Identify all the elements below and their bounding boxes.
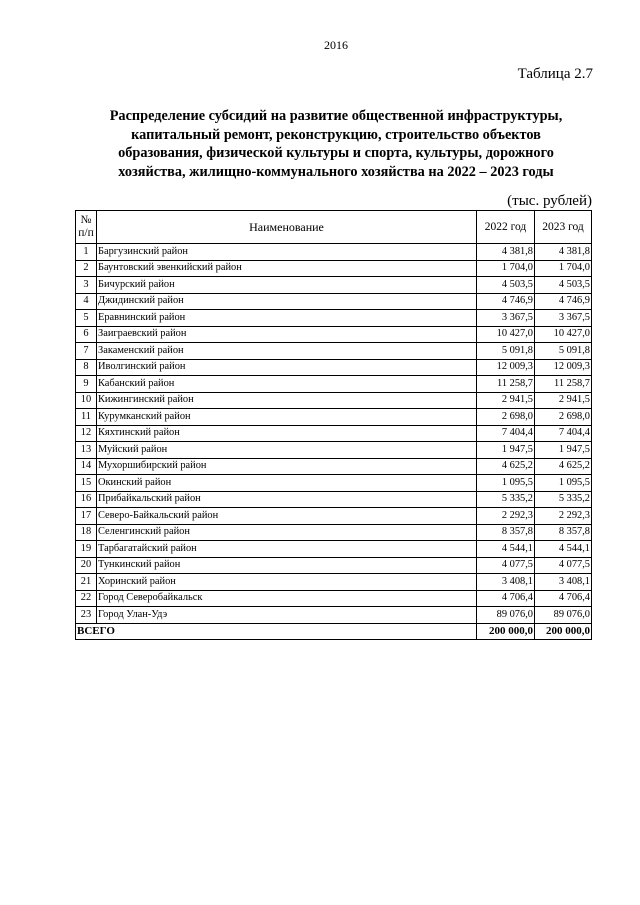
row-name: Иволгинский район bbox=[97, 359, 477, 376]
row-value-2022: 4 381,8 bbox=[477, 244, 535, 261]
row-value-2023: 1 947,5 bbox=[535, 442, 592, 459]
row-value-2023: 5 091,8 bbox=[535, 343, 592, 360]
row-value-2023: 1 095,5 bbox=[535, 475, 592, 492]
total-label: ВСЕГО bbox=[76, 623, 477, 640]
row-number: 11 bbox=[76, 409, 97, 426]
row-value-2022: 7 404,4 bbox=[477, 425, 535, 442]
row-value-2022: 4 706,4 bbox=[477, 590, 535, 607]
header-num-abbr: п/п bbox=[78, 227, 94, 239]
row-number: 14 bbox=[76, 458, 97, 475]
row-name: Кяхтинский район bbox=[97, 425, 477, 442]
row-number: 17 bbox=[76, 508, 97, 525]
row-name: Кабанский район bbox=[97, 376, 477, 393]
table-row bbox=[76, 409, 592, 426]
document-title bbox=[88, 107, 584, 181]
row-value-2022: 4 503,5 bbox=[477, 277, 535, 294]
row-value-2023: 4 625,2 bbox=[535, 458, 592, 475]
row-name: Баргузинский район bbox=[97, 244, 477, 261]
row-number: 1 bbox=[76, 244, 97, 261]
header-2022: 2022 год bbox=[477, 211, 535, 244]
row-value-2023: 4 381,8 bbox=[535, 244, 592, 261]
title-line: хозяйства, жилищно-коммунального хозяйства на 2022 – 2023 годы bbox=[118, 163, 554, 180]
table-row bbox=[76, 590, 592, 607]
row-value-2023: 4 706,4 bbox=[535, 590, 592, 607]
row-number: 3 bbox=[76, 277, 97, 294]
header-num-symbol: № bbox=[80, 214, 92, 226]
header-name: Наименование bbox=[97, 211, 477, 244]
row-number: 7 bbox=[76, 343, 97, 360]
row-value-2022: 4 544,1 bbox=[477, 541, 535, 558]
row-number: 15 bbox=[76, 475, 97, 492]
units-label: (тыс. рублей) bbox=[507, 193, 592, 209]
row-value-2022: 11 258,7 bbox=[477, 376, 535, 393]
row-name: Бичурский район bbox=[97, 277, 477, 294]
row-value-2022: 5 091,8 bbox=[477, 343, 535, 360]
total-row bbox=[76, 623, 592, 640]
row-value-2022: 5 335,2 bbox=[477, 491, 535, 508]
table-header-row bbox=[76, 211, 592, 244]
row-number: 9 bbox=[76, 376, 97, 393]
row-name: Тарбагатайский район bbox=[97, 541, 477, 558]
row-value-2022: 1 704,0 bbox=[477, 260, 535, 277]
row-name: Окинский район bbox=[97, 475, 477, 492]
row-number: 18 bbox=[76, 524, 97, 541]
title-line: Распределение субсидий на развитие общественной инфраструктуры, bbox=[109, 108, 563, 124]
row-number: 8 bbox=[76, 359, 97, 376]
row-name: Тункинский район bbox=[97, 557, 477, 574]
row-value-2022: 3 367,5 bbox=[477, 310, 535, 327]
row-name: Северо-Байкальский район bbox=[97, 508, 477, 525]
row-number: 13 bbox=[76, 442, 97, 459]
row-name: Закаменский район bbox=[97, 343, 477, 360]
row-value-2023: 4 544,1 bbox=[535, 541, 592, 558]
table-row bbox=[76, 392, 592, 409]
total-2022: 200 000,0 bbox=[477, 623, 535, 640]
page-number: 2016 bbox=[324, 38, 348, 52]
header-num bbox=[76, 211, 97, 244]
row-name: Кижингинский район bbox=[97, 392, 477, 409]
row-value-2022: 3 408,1 bbox=[477, 574, 535, 591]
row-number: 2 bbox=[76, 260, 97, 277]
row-number: 10 bbox=[76, 392, 97, 409]
row-number: 6 bbox=[76, 326, 97, 343]
title-line: капитальный ремонт, реконструкцию, строительство объектов bbox=[131, 126, 541, 143]
table-row bbox=[76, 244, 592, 261]
row-name: Город Северобайкальск bbox=[97, 590, 477, 607]
table-row bbox=[76, 293, 592, 310]
table-row bbox=[76, 376, 592, 393]
row-name: Хоринский район bbox=[97, 574, 477, 591]
row-value-2022: 1 095,5 bbox=[477, 475, 535, 492]
row-value-2022: 4 625,2 bbox=[477, 458, 535, 475]
row-value-2023: 12 009,3 bbox=[535, 359, 592, 376]
row-number: 23 bbox=[76, 607, 97, 624]
row-name: Мухоршибирский район bbox=[97, 458, 477, 475]
row-number: 5 bbox=[76, 310, 97, 327]
row-value-2023: 1 704,0 bbox=[535, 260, 592, 277]
row-value-2023: 3 408,1 bbox=[535, 574, 592, 591]
table-row bbox=[76, 359, 592, 376]
row-value-2023: 3 367,5 bbox=[535, 310, 592, 327]
table-row bbox=[76, 491, 592, 508]
table-row bbox=[76, 425, 592, 442]
table-body bbox=[76, 244, 592, 624]
table-row bbox=[76, 524, 592, 541]
table-row bbox=[76, 277, 592, 294]
row-value-2023: 10 427,0 bbox=[535, 326, 592, 343]
header-2023: 2023 год bbox=[535, 211, 592, 244]
table-row bbox=[76, 508, 592, 525]
row-value-2023: 8 357,8 bbox=[535, 524, 592, 541]
row-number: 12 bbox=[76, 425, 97, 442]
row-name: Город Улан-Удэ bbox=[97, 607, 477, 624]
row-value-2022: 4 746,9 bbox=[477, 293, 535, 310]
row-value-2023: 4 746,9 bbox=[535, 293, 592, 310]
row-value-2023: 89 076,0 bbox=[535, 607, 592, 624]
row-name: Курумканский район bbox=[97, 409, 477, 426]
table-row bbox=[76, 442, 592, 459]
table-row bbox=[76, 260, 592, 277]
row-value-2023: 2 292,3 bbox=[535, 508, 592, 525]
row-number: 19 bbox=[76, 541, 97, 558]
table-row bbox=[76, 607, 592, 624]
table-row bbox=[76, 326, 592, 343]
table-row bbox=[76, 458, 592, 475]
row-value-2023: 7 404,4 bbox=[535, 425, 592, 442]
row-number: 16 bbox=[76, 491, 97, 508]
subsidy-table bbox=[75, 210, 592, 640]
row-name: Муйский район bbox=[97, 442, 477, 459]
row-value-2022: 12 009,3 bbox=[477, 359, 535, 376]
row-value-2022: 10 427,0 bbox=[477, 326, 535, 343]
table-row bbox=[76, 475, 592, 492]
table-label: Таблица 2.7 bbox=[517, 66, 593, 82]
row-name: Селенгинский район bbox=[97, 524, 477, 541]
row-value-2022: 1 947,5 bbox=[477, 442, 535, 459]
table-row bbox=[76, 310, 592, 327]
row-number: 4 bbox=[76, 293, 97, 310]
row-value-2022: 2 698,0 bbox=[477, 409, 535, 426]
row-value-2023: 5 335,2 bbox=[535, 491, 592, 508]
row-value-2023: 4 503,5 bbox=[535, 277, 592, 294]
title-line: образования, физической культуры и спорта, культуры, дорожного bbox=[118, 145, 554, 161]
row-name: Прибайкальский район bbox=[97, 491, 477, 508]
row-value-2022: 89 076,0 bbox=[477, 607, 535, 624]
table-row bbox=[76, 343, 592, 360]
row-number: 21 bbox=[76, 574, 97, 591]
total-2023: 200 000,0 bbox=[535, 623, 592, 640]
row-value-2023: 2 698,0 bbox=[535, 409, 592, 426]
row-name: Еравнинский район bbox=[97, 310, 477, 327]
row-name: Заиграевский район bbox=[97, 326, 477, 343]
row-value-2023: 4 077,5 bbox=[535, 557, 592, 574]
row-value-2022: 8 357,8 bbox=[477, 524, 535, 541]
row-number: 22 bbox=[76, 590, 97, 607]
row-value-2022: 4 077,5 bbox=[477, 557, 535, 574]
row-value-2023: 11 258,7 bbox=[535, 376, 592, 393]
row-number: 20 bbox=[76, 557, 97, 574]
row-name: Джидинский район bbox=[97, 293, 477, 310]
row-name: Баунтовский эвенкийский район bbox=[97, 260, 477, 277]
table-row bbox=[76, 557, 592, 574]
table-row bbox=[76, 574, 592, 591]
row-value-2023: 2 941,5 bbox=[535, 392, 592, 409]
table-row bbox=[76, 541, 592, 558]
row-value-2022: 2 941,5 bbox=[477, 392, 535, 409]
row-value-2022: 2 292,3 bbox=[477, 508, 535, 525]
